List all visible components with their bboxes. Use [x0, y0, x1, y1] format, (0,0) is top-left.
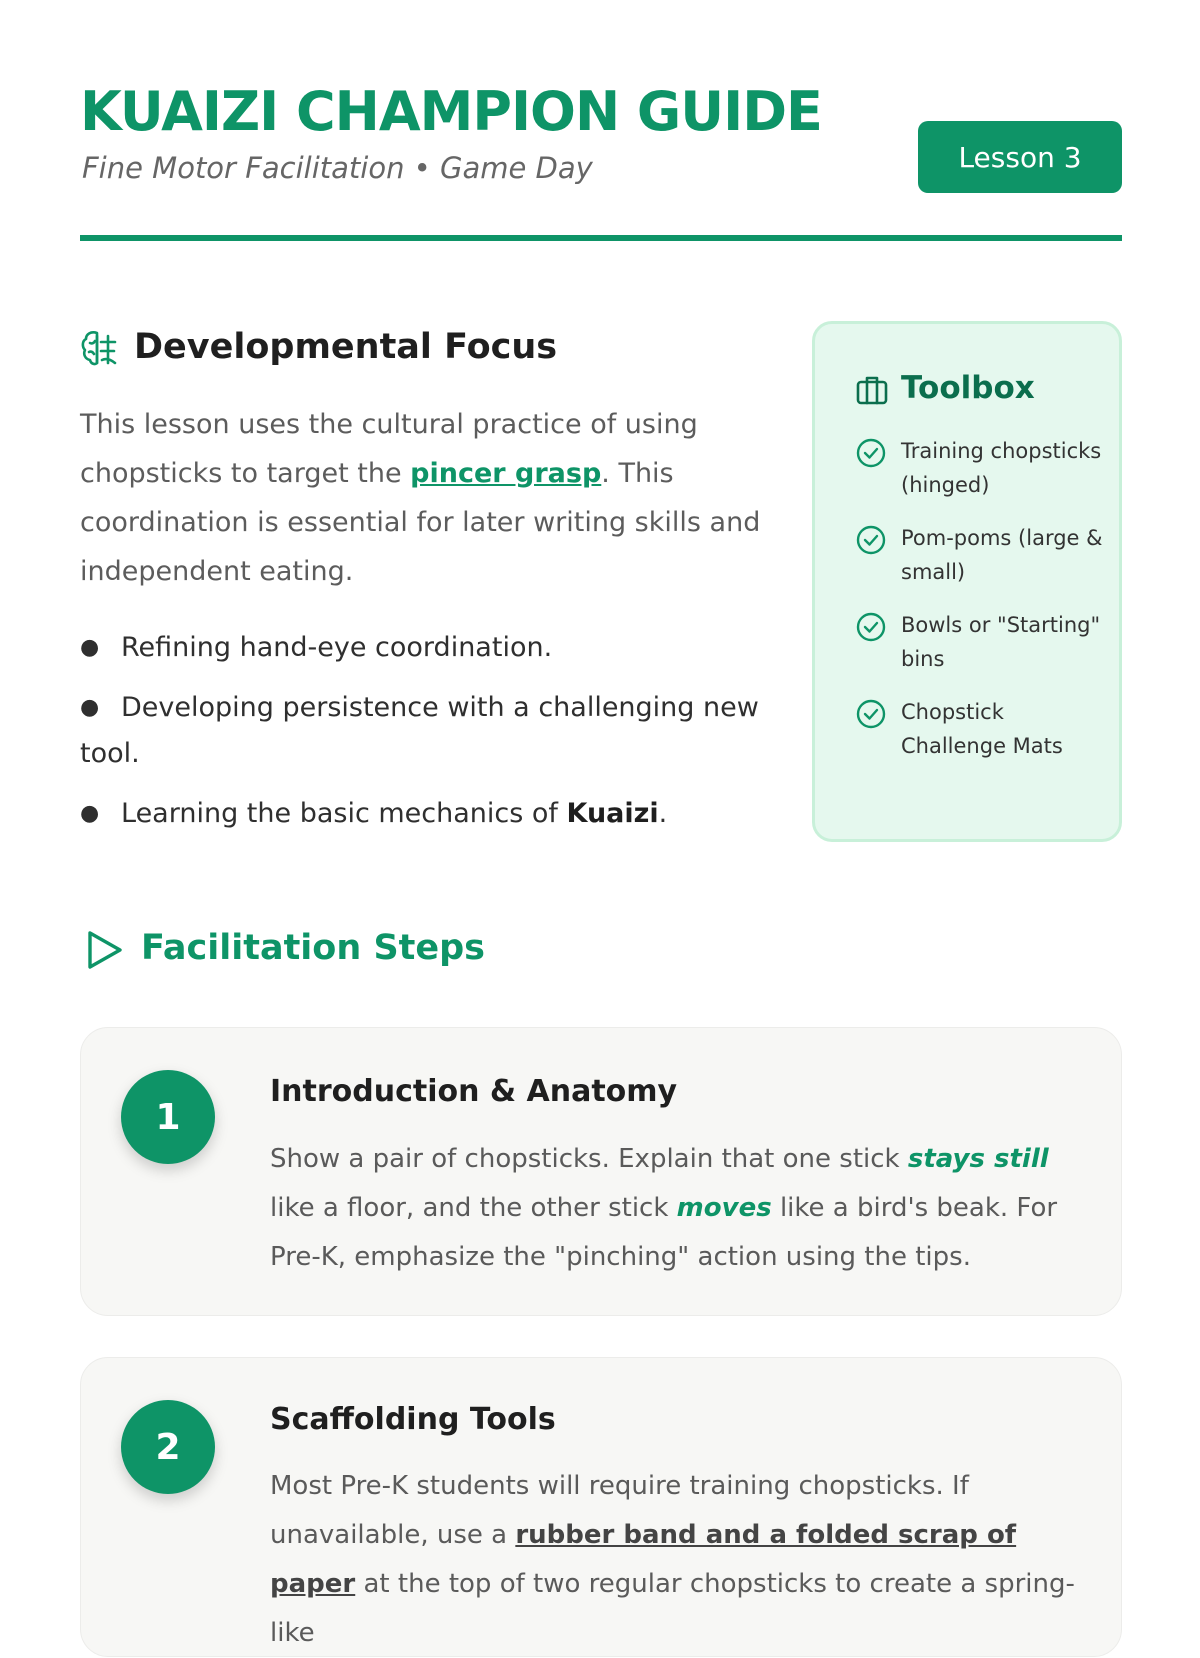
toolbox-title: Toolbox [901, 370, 1035, 406]
toolbox-item-text: Chopstick Challenge Mats [901, 700, 1063, 758]
toolbox-item [855, 521, 1105, 589]
moves-term: moves [676, 1193, 772, 1223]
step-text-part: like a bird's beak. For Pre-K, emphasize the "pinching" action using the tips. [270, 1193, 1058, 1272]
developmental-focus-heading: Developmental Focus [134, 327, 558, 367]
step-description [270, 1462, 1082, 1658]
bullet-text: Developing persistence with a challenging new tool. [80, 692, 759, 769]
toolbox-item [855, 695, 1105, 763]
toolbox-item [855, 434, 1105, 502]
bullet-icon: ● [80, 635, 100, 660]
toolbox-card [812, 321, 1122, 842]
list-item [80, 685, 770, 777]
step-card-1 [80, 1027, 1122, 1316]
bullet-icon: ● [80, 695, 100, 720]
lesson-badge: Lesson 3 [918, 121, 1122, 193]
list-item [80, 791, 770, 837]
pincer-grasp-term: pincer grasp [410, 458, 602, 489]
check-circle-icon [855, 698, 887, 730]
toolbox-item-text: Training chopsticks (hinged) [901, 439, 1102, 497]
list-item [80, 625, 770, 671]
step-title: Scaffolding Tools [270, 1402, 556, 1437]
header-divider [80, 235, 1122, 241]
briefcase-icon [855, 373, 889, 407]
focus-description [80, 400, 770, 596]
toolbox-item-text: Pom-poms (large & small) [901, 526, 1103, 584]
stays-still-term: stays still [907, 1144, 1049, 1174]
check-circle-icon [855, 524, 887, 556]
rubber-band-tip: rubber band and a folded scrap of paper [270, 1520, 1017, 1599]
step-title: Introduction & Anatomy [270, 1074, 678, 1109]
focus-bullet-list [80, 625, 770, 851]
toolbox-item [855, 608, 1105, 676]
kuaizi-term: Kuaizi [566, 798, 659, 829]
step-text-part: like a floor, and the other stick [270, 1193, 677, 1223]
step-text-part: Show a pair of chopsticks. Explain that one stick [270, 1144, 908, 1174]
step-description [270, 1135, 1082, 1282]
step-number-badge: 2 [121, 1400, 215, 1494]
bullet-text: Refining hand-eye coordination. [121, 632, 553, 663]
focus-text-end: . This coordination is essential for later writing skills and independent eating. [80, 458, 761, 587]
bullet-icon: ● [80, 801, 100, 826]
check-circle-icon [855, 437, 887, 469]
page-subtitle: Fine Motor Facilitation • Game Day [82, 151, 593, 185]
page-title: KUAIZI CHAMPION GUIDE [80, 80, 822, 143]
check-circle-icon [855, 611, 887, 643]
brain-icon [80, 328, 118, 368]
play-icon [84, 928, 126, 972]
step-card-2 [80, 1357, 1122, 1657]
step-number-badge: 1 [121, 1070, 215, 1164]
step-text-part: Most Pre-K students will require training chopsticks. If unavailable, use a [270, 1471, 969, 1550]
toolbox-item-text: Bowls or "Starting" bins [901, 613, 1101, 671]
bullet-suffix: . [658, 798, 668, 829]
toolbox-list [855, 434, 1105, 782]
facilitation-steps-heading: Facilitation Steps [141, 928, 486, 968]
focus-text-start: This lesson uses the cultural practice of using chopsticks to target the [80, 409, 698, 489]
step-text-part: at the top of two regular chopsticks to create a spring-like [270, 1569, 1075, 1648]
bullet-text: Learning the basic mechanics of [121, 798, 567, 829]
